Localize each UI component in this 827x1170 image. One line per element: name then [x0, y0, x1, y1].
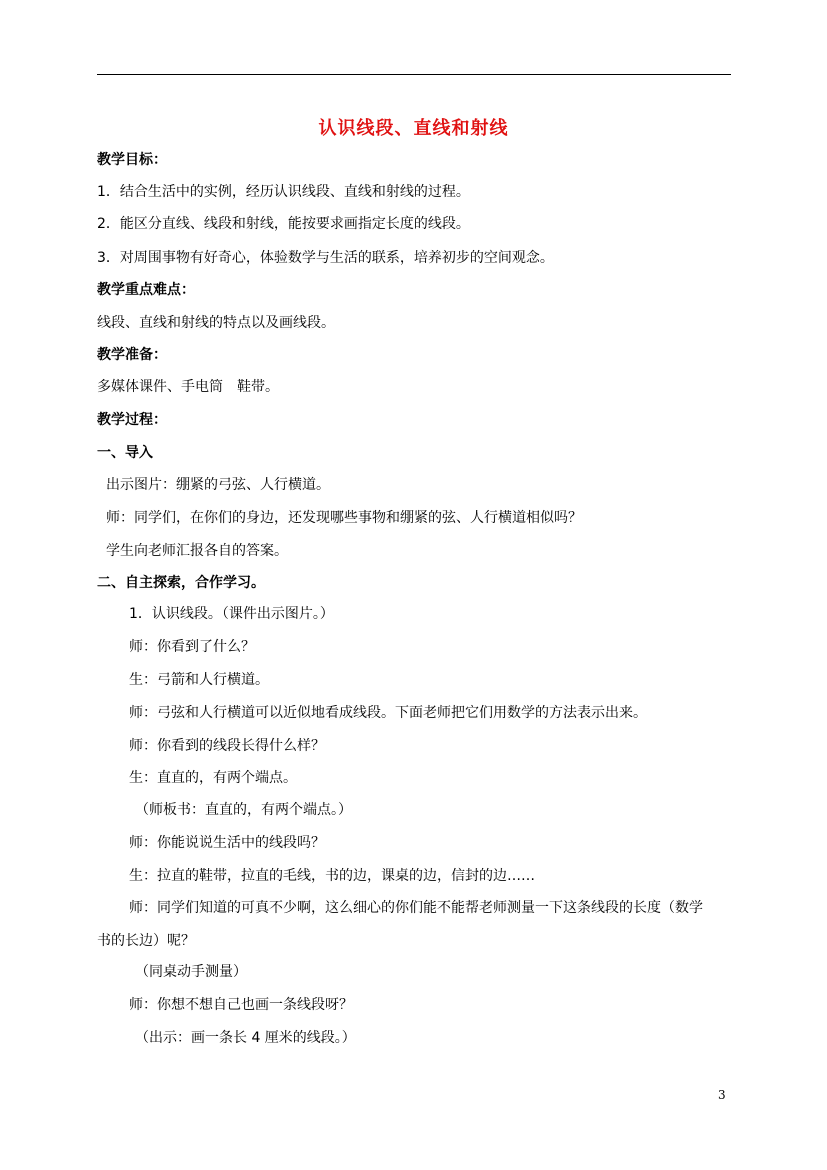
body-line: 1．认识线段。（课件出示图片。）	[129, 606, 334, 622]
section-heading: 教学准备：	[97, 347, 167, 363]
body-line: 师：你看到了什么？	[129, 639, 255, 655]
body-line: 学生向老师汇报各自的答案。	[106, 543, 288, 559]
section-heading: 教学重点难点：	[97, 282, 195, 298]
body-line: 师：你能说说生活中的线段吗？	[129, 835, 325, 851]
section-heading: 一、导入	[97, 445, 153, 461]
body-line: 师：你想不想自己也画一条线段呀？	[129, 997, 353, 1013]
body-line: 3．对周围事物有好奇心，体验数学与生活的联系，培养初步的空间观念。	[97, 250, 554, 266]
section-heading: 教学过程：	[97, 412, 167, 428]
body-line: 生：弓箭和人行横道。	[129, 672, 269, 688]
body-line: （同桌动手测量）	[135, 964, 247, 980]
body-line: 生：直直的，有两个端点。	[129, 770, 297, 786]
body-line: （师板书：直直的，有两个端点。）	[135, 802, 352, 818]
body-line: （出示：画一条长 4 厘米的线段。）	[135, 1030, 356, 1046]
section-heading: 二、自主探索，合作学习。	[97, 575, 265, 591]
body-line: 师：弓弦和人行横道可以近似地看成线段。下面老师把它们用数学的方法表示出来。	[129, 705, 647, 721]
section-heading: 教学目标：	[97, 152, 167, 168]
body-line: 1．结合生活中的实例，经历认识线段、直线和射线的过程。	[97, 184, 470, 200]
body-line: 师：你看到的线段长得什么样？	[129, 738, 325, 754]
body-line: 师：同学们知道的可真不少啊，这么细心的你们能不能帮老师测量一下这条线段的长度（数学	[129, 900, 703, 916]
body-line: 书的长边）呢？	[97, 933, 195, 949]
body-line: 师：同学们，在你们的身边，还发现哪些事物和绷紧的弦、人行横道相似吗？	[106, 510, 582, 526]
body-line: 2．能区分直线、线段和射线，能按要求画指定长度的线段。	[97, 216, 470, 232]
document-title: 认识线段、直线和射线	[318, 118, 509, 139]
page-number: 3	[718, 1088, 726, 1102]
header-rule	[97, 74, 731, 75]
body-line: 出示图片：绷紧的弓弦、人行横道。	[106, 477, 330, 493]
body-line: 生：拉直的鞋带，拉直的毛线，书的边，课桌的边，信封的边……	[129, 868, 535, 884]
body-line: 多媒体课件、手电筒 鞋带。	[97, 379, 279, 395]
body-line: 线段、直线和射线的特点以及画线段。	[97, 315, 335, 331]
